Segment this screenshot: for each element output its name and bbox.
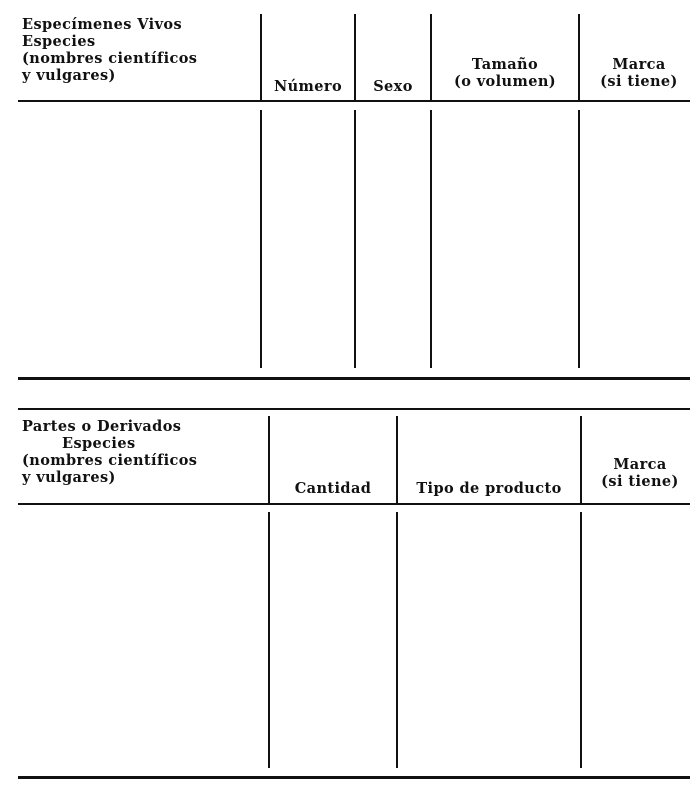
mark-column-header (582, 456, 698, 490)
header-line: Número (273, 78, 343, 95)
header-line: (si tiene) (601, 473, 679, 490)
mark-column-header (580, 56, 698, 90)
column-divider (396, 512, 398, 768)
column-divider (354, 110, 356, 368)
size-column-header (432, 56, 578, 90)
header-line: y vulgares) (22, 67, 116, 84)
header-line: Especies (22, 33, 96, 50)
sex-column-header (356, 78, 430, 95)
header-line: y vulgares) (22, 469, 116, 486)
product-type-column-header (398, 480, 580, 497)
header-line: (nombres científicos (22, 452, 198, 469)
column-divider (578, 14, 580, 100)
bottom-rule (18, 377, 690, 380)
column-divider (268, 512, 270, 768)
column-divider (580, 416, 582, 503)
column-divider (580, 512, 582, 768)
header-line: (o volumen) (453, 73, 557, 90)
column-divider (430, 110, 432, 368)
header-rule (18, 100, 690, 102)
header-line: Especímenes Vivos (22, 16, 183, 33)
live-specimens-table (0, 0, 700, 380)
species-column-header (22, 418, 197, 486)
column-divider (260, 14, 262, 100)
header-line: Especies (62, 435, 136, 452)
number-column-header (262, 78, 354, 95)
quantity-column-header (270, 480, 396, 497)
column-divider (268, 416, 270, 503)
bottom-rule (18, 776, 690, 779)
species-column-header (22, 16, 197, 84)
column-divider (578, 110, 580, 368)
header-line: Tamaño (471, 56, 539, 73)
header-line: Marca (613, 456, 667, 473)
column-divider (430, 14, 432, 100)
header-line: (nombres científicos (22, 50, 198, 67)
column-divider (354, 14, 356, 100)
header-line: Marca (612, 56, 666, 73)
column-divider (260, 110, 262, 368)
top-rule (18, 408, 690, 410)
header-line: Partes o Derivados (22, 418, 182, 435)
header-line: Sexo (373, 78, 413, 95)
header-line: Cantidad (294, 480, 372, 497)
header-line: (si tiene) (600, 73, 678, 90)
header-line: Tipo de producto (416, 480, 562, 497)
header-rule (18, 503, 690, 505)
parts-derivatives-table (0, 408, 700, 780)
column-divider (396, 416, 398, 503)
